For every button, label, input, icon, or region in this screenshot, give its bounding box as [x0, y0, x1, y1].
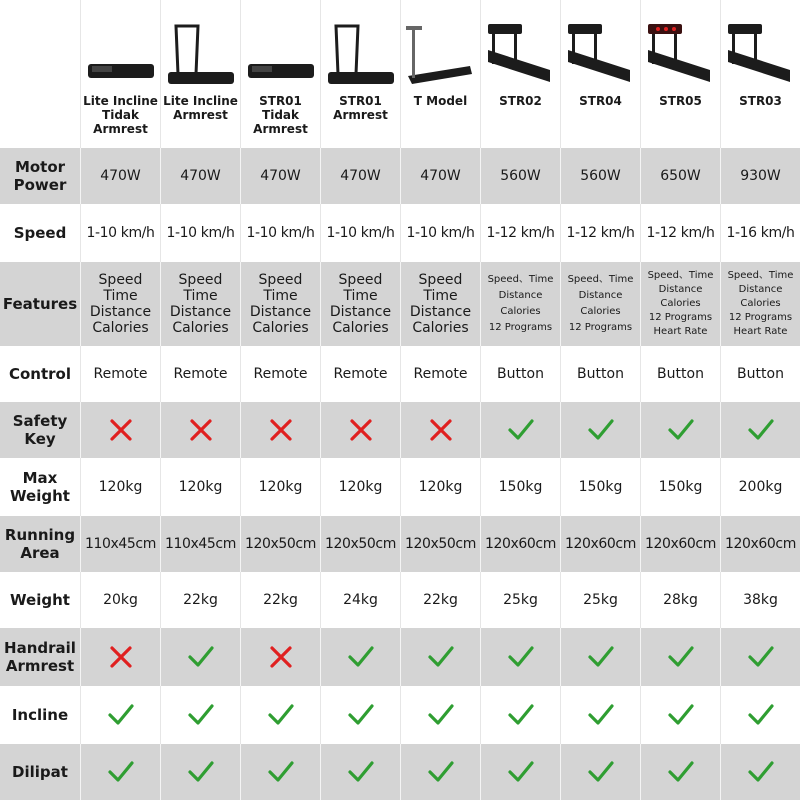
row-label: Handrail Armrest: [4, 639, 76, 675]
check-icon: [160, 686, 240, 744]
spec-value: 1-10 km/h: [400, 204, 480, 262]
spec-value: 930W: [720, 148, 800, 204]
spec-value: Remote: [320, 346, 400, 402]
check-icon: [640, 686, 720, 744]
spec-value: 24kg: [320, 572, 400, 628]
check-icon: [80, 686, 160, 744]
spec-value: 560W: [560, 148, 640, 204]
spec-value: 120kg: [400, 458, 480, 516]
spec-value: 470W: [80, 148, 160, 204]
row-label: Control: [8, 365, 71, 383]
row-label: Motor Power: [13, 158, 67, 194]
spec-row: [0, 346, 800, 402]
spec-value: Remote: [400, 346, 480, 402]
spec-value: 1-16 km/h: [720, 204, 800, 262]
spec-value: Speed、Time Distance Calories 12 Programs: [480, 262, 560, 346]
check-icon: [320, 628, 400, 686]
check-icon: [80, 744, 160, 800]
check-icon: [720, 686, 800, 744]
check-icon: [240, 686, 320, 744]
check-icon: [240, 744, 320, 800]
spec-value: Speed、Time Distance Calories 12 Programs Heart Rate: [720, 262, 800, 346]
spec-value: Speed Time Distance Calories: [80, 262, 160, 346]
spec-value: Speed、Time Distance Calories 12 Programs: [560, 262, 640, 346]
spec-value: Speed Time Distance Calories: [160, 262, 240, 346]
spec-row: [0, 516, 800, 572]
cross-icon: [240, 628, 320, 686]
spec-value: Button: [720, 346, 800, 402]
spec-value: 25kg: [480, 572, 560, 628]
model-name: Lite Incline Tidak Armrest: [83, 94, 158, 136]
spec-value: 20kg: [80, 572, 160, 628]
spec-value: 1-10 km/h: [160, 204, 240, 262]
spec-value: 1-12 km/h: [480, 204, 560, 262]
model-header: [720, 0, 800, 148]
check-icon: [560, 628, 640, 686]
check-icon: [640, 628, 720, 686]
spec-value: 38kg: [720, 572, 800, 628]
row-label: Features: [2, 295, 78, 313]
spec-value: 120kg: [320, 458, 400, 516]
check-icon: [320, 686, 400, 744]
treadmill-icon: [561, 0, 641, 90]
treadmill-icon: [481, 0, 561, 90]
spec-value: Button: [480, 346, 560, 402]
model-name: STR04: [579, 94, 622, 108]
model-header: [400, 0, 480, 148]
spec-value: 120x50cm: [320, 516, 400, 572]
spec-row: [0, 628, 800, 686]
treadmill-icon: [161, 0, 241, 90]
spec-value: 1-12 km/h: [640, 204, 720, 262]
row-label: Speed: [13, 224, 67, 242]
model-name: STR03: [739, 94, 782, 108]
model-name: STR05: [659, 94, 702, 108]
spec-value: 1-10 km/h: [80, 204, 160, 262]
model-header: [640, 0, 720, 148]
spec-value: 1-10 km/h: [240, 204, 320, 262]
model-name: T Model: [413, 94, 468, 108]
row-label: Incline: [11, 706, 69, 724]
check-icon: [400, 744, 480, 800]
spec-value: 28kg: [640, 572, 720, 628]
treadmill-icon: [81, 0, 161, 90]
spec-value: 120kg: [160, 458, 240, 516]
model-name: STR01 Tidak Armrest: [253, 94, 308, 136]
header-row: [0, 0, 800, 148]
spec-value: 110x45cm: [160, 516, 240, 572]
spec-value: 470W: [320, 148, 400, 204]
spec-value: 120x60cm: [720, 516, 800, 572]
spec-value: 650W: [640, 148, 720, 204]
spec-value: 120kg: [80, 458, 160, 516]
model-header: [560, 0, 640, 148]
check-icon: [320, 744, 400, 800]
spec-value: 120kg: [240, 458, 320, 516]
model-name: STR01 Armrest: [333, 94, 388, 122]
cross-icon: [160, 402, 240, 458]
spec-value: 120x60cm: [480, 516, 560, 572]
spec-value: 470W: [160, 148, 240, 204]
check-icon: [560, 402, 640, 458]
treadmill-icon: [641, 0, 721, 90]
spec-value: 470W: [240, 148, 320, 204]
check-icon: [480, 402, 560, 458]
spec-value: 150kg: [560, 458, 640, 516]
check-icon: [560, 686, 640, 744]
treadmill-icon: [241, 0, 321, 90]
model-header: [480, 0, 560, 148]
model-header: [80, 0, 160, 148]
spec-value: 120x60cm: [560, 516, 640, 572]
spec-row: [0, 572, 800, 628]
check-icon: [160, 744, 240, 800]
spec-row: [0, 262, 800, 346]
spec-value: 120x50cm: [240, 516, 320, 572]
spec-value: 470W: [400, 148, 480, 204]
spec-value: 1-12 km/h: [560, 204, 640, 262]
spec-value: Speed Time Distance Calories: [400, 262, 480, 346]
check-icon: [720, 402, 800, 458]
treadmill-icon: [721, 0, 800, 90]
check-icon: [480, 744, 560, 800]
row-label: Max Weight: [10, 469, 70, 505]
spec-value: Button: [560, 346, 640, 402]
spec-value: 22kg: [160, 572, 240, 628]
spec-value: Speed、Time Distance Calories 12 Programs Heart Rate: [640, 262, 720, 346]
check-icon: [160, 628, 240, 686]
spec-value: 200kg: [720, 458, 800, 516]
spec-row: [0, 686, 800, 744]
spec-row: [0, 148, 800, 204]
spec-value: 150kg: [640, 458, 720, 516]
model-header: [320, 0, 400, 148]
spec-value: 25kg: [560, 572, 640, 628]
check-icon: [720, 628, 800, 686]
spec-value: Remote: [80, 346, 160, 402]
cross-icon: [240, 402, 320, 458]
cross-icon: [80, 402, 160, 458]
spec-value: Speed Time Distance Calories: [320, 262, 400, 346]
check-icon: [640, 402, 720, 458]
spec-row: [0, 204, 800, 262]
check-icon: [720, 744, 800, 800]
model-header: [240, 0, 320, 148]
row-label: Running Area: [4, 526, 76, 562]
treadmill-icon: [321, 0, 401, 90]
check-icon: [560, 744, 640, 800]
spec-value: Remote: [160, 346, 240, 402]
spec-value: 120x50cm: [400, 516, 480, 572]
spec-value: 110x45cm: [80, 516, 160, 572]
spec-row: [0, 402, 800, 458]
model-header: [160, 0, 240, 148]
row-label: Dilipat: [12, 763, 68, 781]
row-label: Weight: [10, 591, 70, 609]
spec-value: 560W: [480, 148, 560, 204]
spec-row: [0, 744, 800, 800]
spec-value: Remote: [240, 346, 320, 402]
cross-icon: [320, 402, 400, 458]
check-icon: [400, 628, 480, 686]
model-name: STR02: [499, 94, 542, 108]
cross-icon: [400, 402, 480, 458]
spec-value: 120x60cm: [640, 516, 720, 572]
spec-value: Speed Time Distance Calories: [240, 262, 320, 346]
spec-value: 22kg: [240, 572, 320, 628]
spec-value: 150kg: [480, 458, 560, 516]
check-icon: [480, 628, 560, 686]
check-icon: [640, 744, 720, 800]
check-icon: [400, 686, 480, 744]
row-label: Safety Key: [12, 412, 68, 448]
spec-row: [0, 458, 800, 516]
spec-value: Button: [640, 346, 720, 402]
spec-value: 22kg: [400, 572, 480, 628]
check-icon: [480, 686, 560, 744]
header-corner: [0, 0, 80, 148]
treadmill-icon: [401, 0, 481, 90]
spec-value: 1-10 km/h: [320, 204, 400, 262]
model-name: Lite Incline Armrest: [163, 94, 238, 122]
cross-icon: [80, 628, 160, 686]
